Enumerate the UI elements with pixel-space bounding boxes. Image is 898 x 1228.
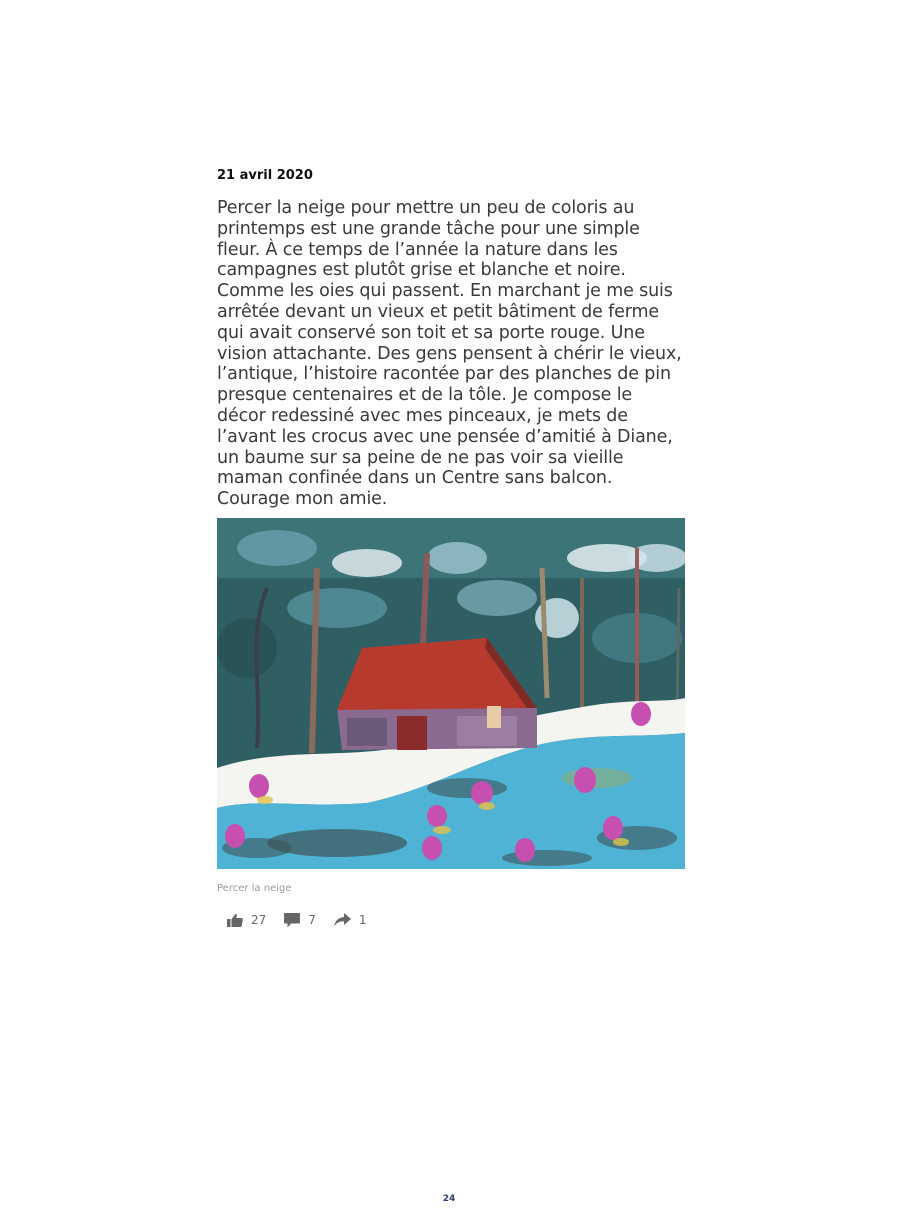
like-count: 27 xyxy=(251,913,267,928)
thumbs-up-icon xyxy=(227,913,243,927)
comment-reaction[interactable] xyxy=(284,913,316,928)
image-caption: Percer la neige xyxy=(217,882,292,894)
reactions-bar xyxy=(227,913,685,928)
comment-count: 7 xyxy=(308,913,316,928)
page-number: 24 xyxy=(442,1194,456,1204)
post xyxy=(217,168,685,928)
like-reaction[interactable] xyxy=(227,913,266,927)
comment-bubble-icon xyxy=(284,913,300,928)
share-arrow-icon xyxy=(334,913,351,927)
post-date: 21 avril 2020 xyxy=(217,168,313,183)
share-count: 1 xyxy=(358,913,367,928)
painting-image xyxy=(217,518,685,869)
share-reaction[interactable] xyxy=(334,913,367,927)
post-body: Percer la neige pour mettre un peu de coloris au printemps est une grande tâche pour une simple fleur. À ce temps de l’année la nature dans les campagnes est plutôt grise et blanche et noire. Comme les oies qui passent. En marchant je me suis arrêtée devant un vieux et petit bâtiment de ferme qui avait conservé son toit et sa porte rouge. Une vision attachante. Des gens pensent à chérir le vieux, l’antique, l’histoire racontée par des planches de pin presque centenaires et de la tôle. Je compose le décor redessiné avec mes pinceaux, je mets de l’avant les crocus avec une pensée d’amitié à Diane, un baume sur sa peine de ne pas voir sa vieille maman confinée dans un Centre sans balcon. Courage mon amie. xyxy=(217,198,682,510)
